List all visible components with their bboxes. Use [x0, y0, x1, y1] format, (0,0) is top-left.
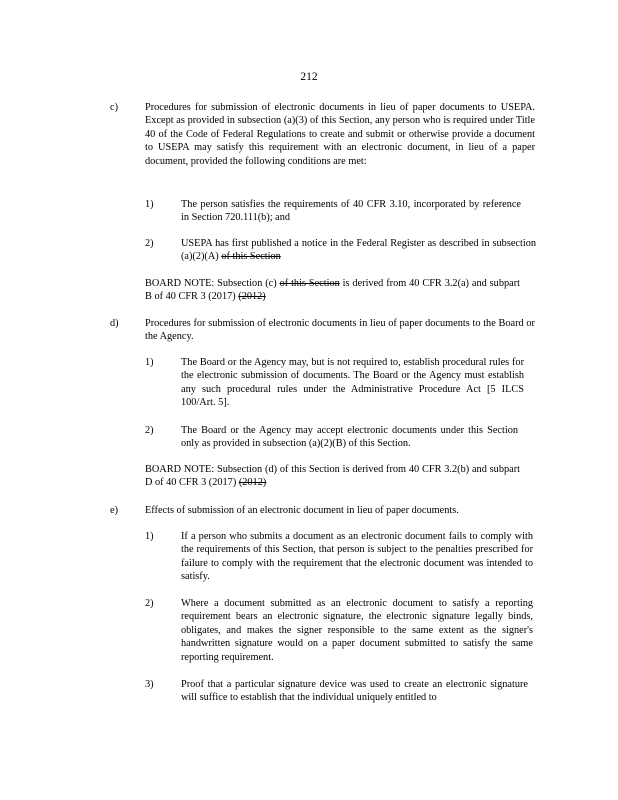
note-c-pre: BOARD NOTE: Subsection (c): [145, 278, 277, 289]
section-c-label: c): [110, 102, 118, 113]
section-c-board-note: [145, 277, 520, 304]
note-c-struck-2: (2012): [238, 291, 266, 303]
page-number: 212: [300, 71, 318, 83]
section-e-item-3-label: 3): [145, 679, 154, 690]
note-d-pre: BOARD NOTE: Subsection (d) of this Section is derived from 40 CFR 3.2(b) and subpart D of 40 CFR 3 (2017): [145, 464, 520, 489]
section-e-item-2-label: 2): [145, 598, 154, 609]
section-e-item-3-text: Proof that a particular signature device was used to create an electronic signature will suffice to establish that the individual uniquely entitled to: [181, 679, 528, 704]
note-c-struck-1: of this Section: [279, 278, 340, 289]
section-e-item-1-label: 1): [145, 531, 154, 542]
section-d-item-2-label: 2): [145, 425, 154, 436]
section-d-label: d): [110, 318, 119, 329]
section-d-item-2-text: The Board or the Agency may accept electronic documents under this Section only as provided in subsection (a)(2)(B) of this Section.: [181, 425, 518, 450]
section-c-text: Procedures for submission of electronic documents in lieu of paper documents to USEPA. Except as provided in subsection (a)(3) of this Section, any person who is required under Title 40 of the Code of Federal Regulations to create and submit or otherwise provide a document to USEPA may satisfy this requirement with an electronic document, in lieu of a paper document, provided the following conditions are met:: [145, 102, 535, 167]
section-c-item-1-label: 1): [145, 199, 154, 210]
section-c-item-2-text: [181, 237, 536, 264]
section-e-label: e): [110, 505, 118, 516]
section-d-board-note: [145, 463, 520, 490]
section-d-item-1-label: 1): [145, 357, 154, 368]
section-c-item-2-struck: of this Section: [221, 251, 281, 263]
section-c-item-2-label: 2): [145, 238, 154, 249]
section-e-item-1-text: If a person who submits a document as an electronic document fails to comply with the requirements of this Section, that person is subject to the penalties prescribed for failure to comply with the requirement that the electronic document was intended to satisfy.: [181, 531, 533, 583]
section-d-item-1-text: The Board or the Agency may, but is not required to, establish procedural rules for the electronic submission of documents. The Board or the Agency must establish any such procedural rules under the Administrative Procedure Act [5 ILCS 100/Art. 5].: [181, 357, 524, 409]
section-c-item-2-body: USEPA has first published a notice in the Federal Register as described in subsection (a)(2)(A): [181, 238, 536, 263]
section-e-text: Effects of submission of an electronic document in lieu of paper documents.: [145, 505, 459, 516]
section-c-item-1-text: The person satisfies the requirements of 40 CFR 3.10, incorporated by reference in Section 720.111(b); and: [181, 199, 521, 224]
section-d-text: Procedures for submission of electronic documents in lieu of paper documents to the Board or the Agency.: [145, 318, 535, 343]
note-d-struck: (2012): [238, 477, 267, 489]
note-c-mid: is derived from 40 CFR 3.2(a) and subpart B of 40 CFR 3 (2017): [145, 278, 520, 303]
section-e-item-2-text: Where a document submitted as an electronic document to satisfy a reporting requirement bears an electronic signature, the electronic signature legally binds, obligates, and makes the signer responsible to the same extent as the signer's handwritten signature would on a paper document submitted to satisfy the same reporting requirement.: [181, 598, 533, 663]
